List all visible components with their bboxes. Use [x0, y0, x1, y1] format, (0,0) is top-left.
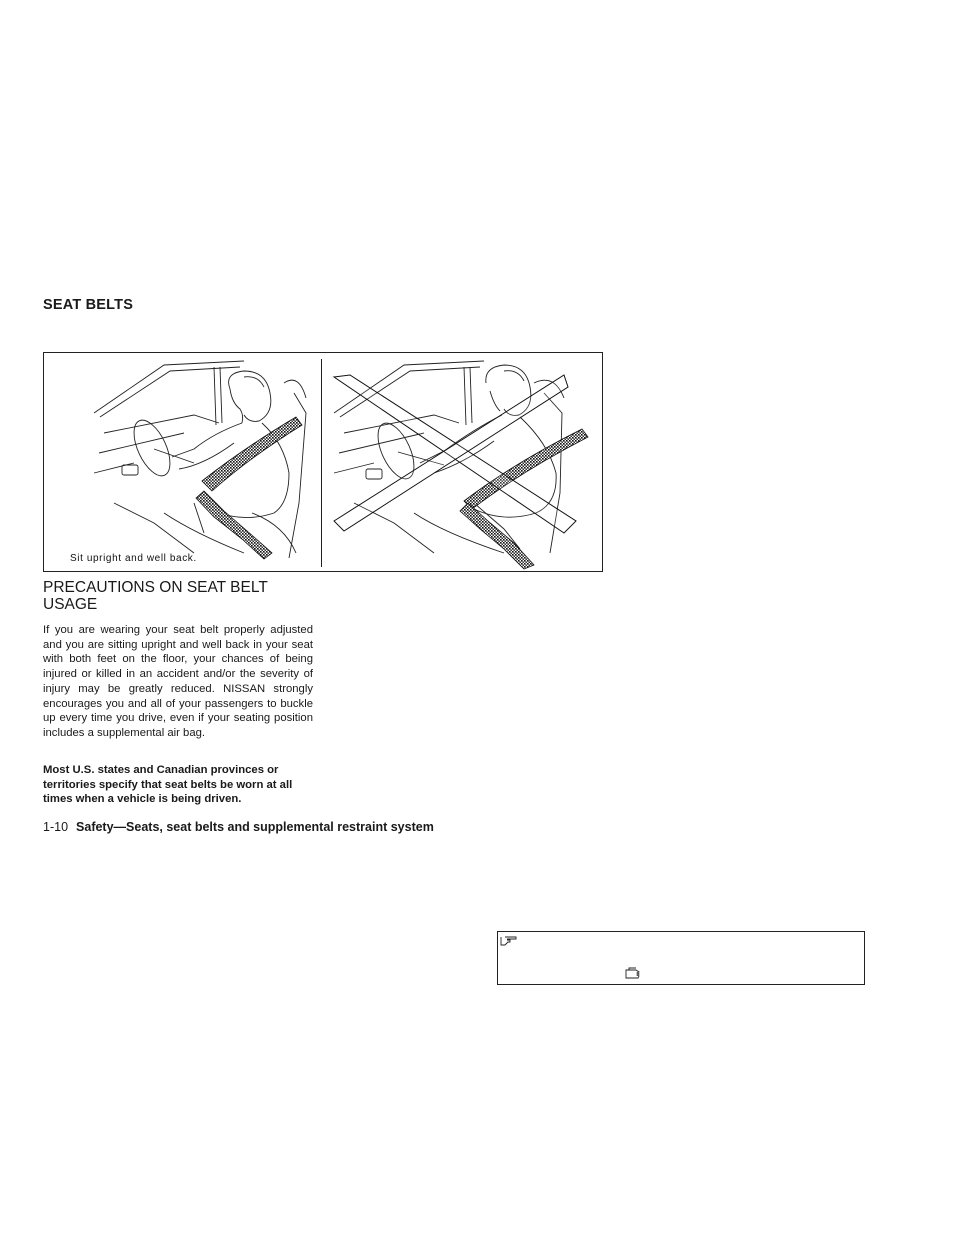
figure-caption: Sit upright and well back. [70, 553, 197, 564]
seat-belt-figure [43, 352, 603, 572]
seat-belt-illustration [44, 353, 603, 572]
chapter-title: Safety—Seats, seat belts and supplemental restraint system [76, 820, 434, 834]
page-footer [43, 820, 434, 834]
page-number: 1-10 [43, 820, 69, 834]
right-belt-lap [460, 503, 534, 569]
bold-notice: Most U.S. states and Canadian provinces or territories specify that seat belts be worn at all times when a vehicle is being driven. [43, 764, 293, 806]
pointing-hand-icon [625, 966, 643, 984]
figure-divider [321, 359, 322, 567]
left-illustration [94, 361, 306, 558]
pointing-hand-icon [500, 933, 518, 951]
subsection-heading: PRECAUTIONS ON SEAT BELT USAGE [43, 579, 268, 613]
section-title: SEAT BELTS [43, 297, 134, 313]
body-paragraph: If you are wearing your seat belt properly adjusted and you are sitting upright and well back in your seat with both feet on the floor, your chances of being injured or killed in an accident and/or the severity of injury may be greatly reduced. NISSAN strongly encourages you and all of your passengers to buckle up every time you drive, even if your seating position includes a supplemental air bag. [43, 624, 313, 739]
note-box [497, 931, 865, 985]
